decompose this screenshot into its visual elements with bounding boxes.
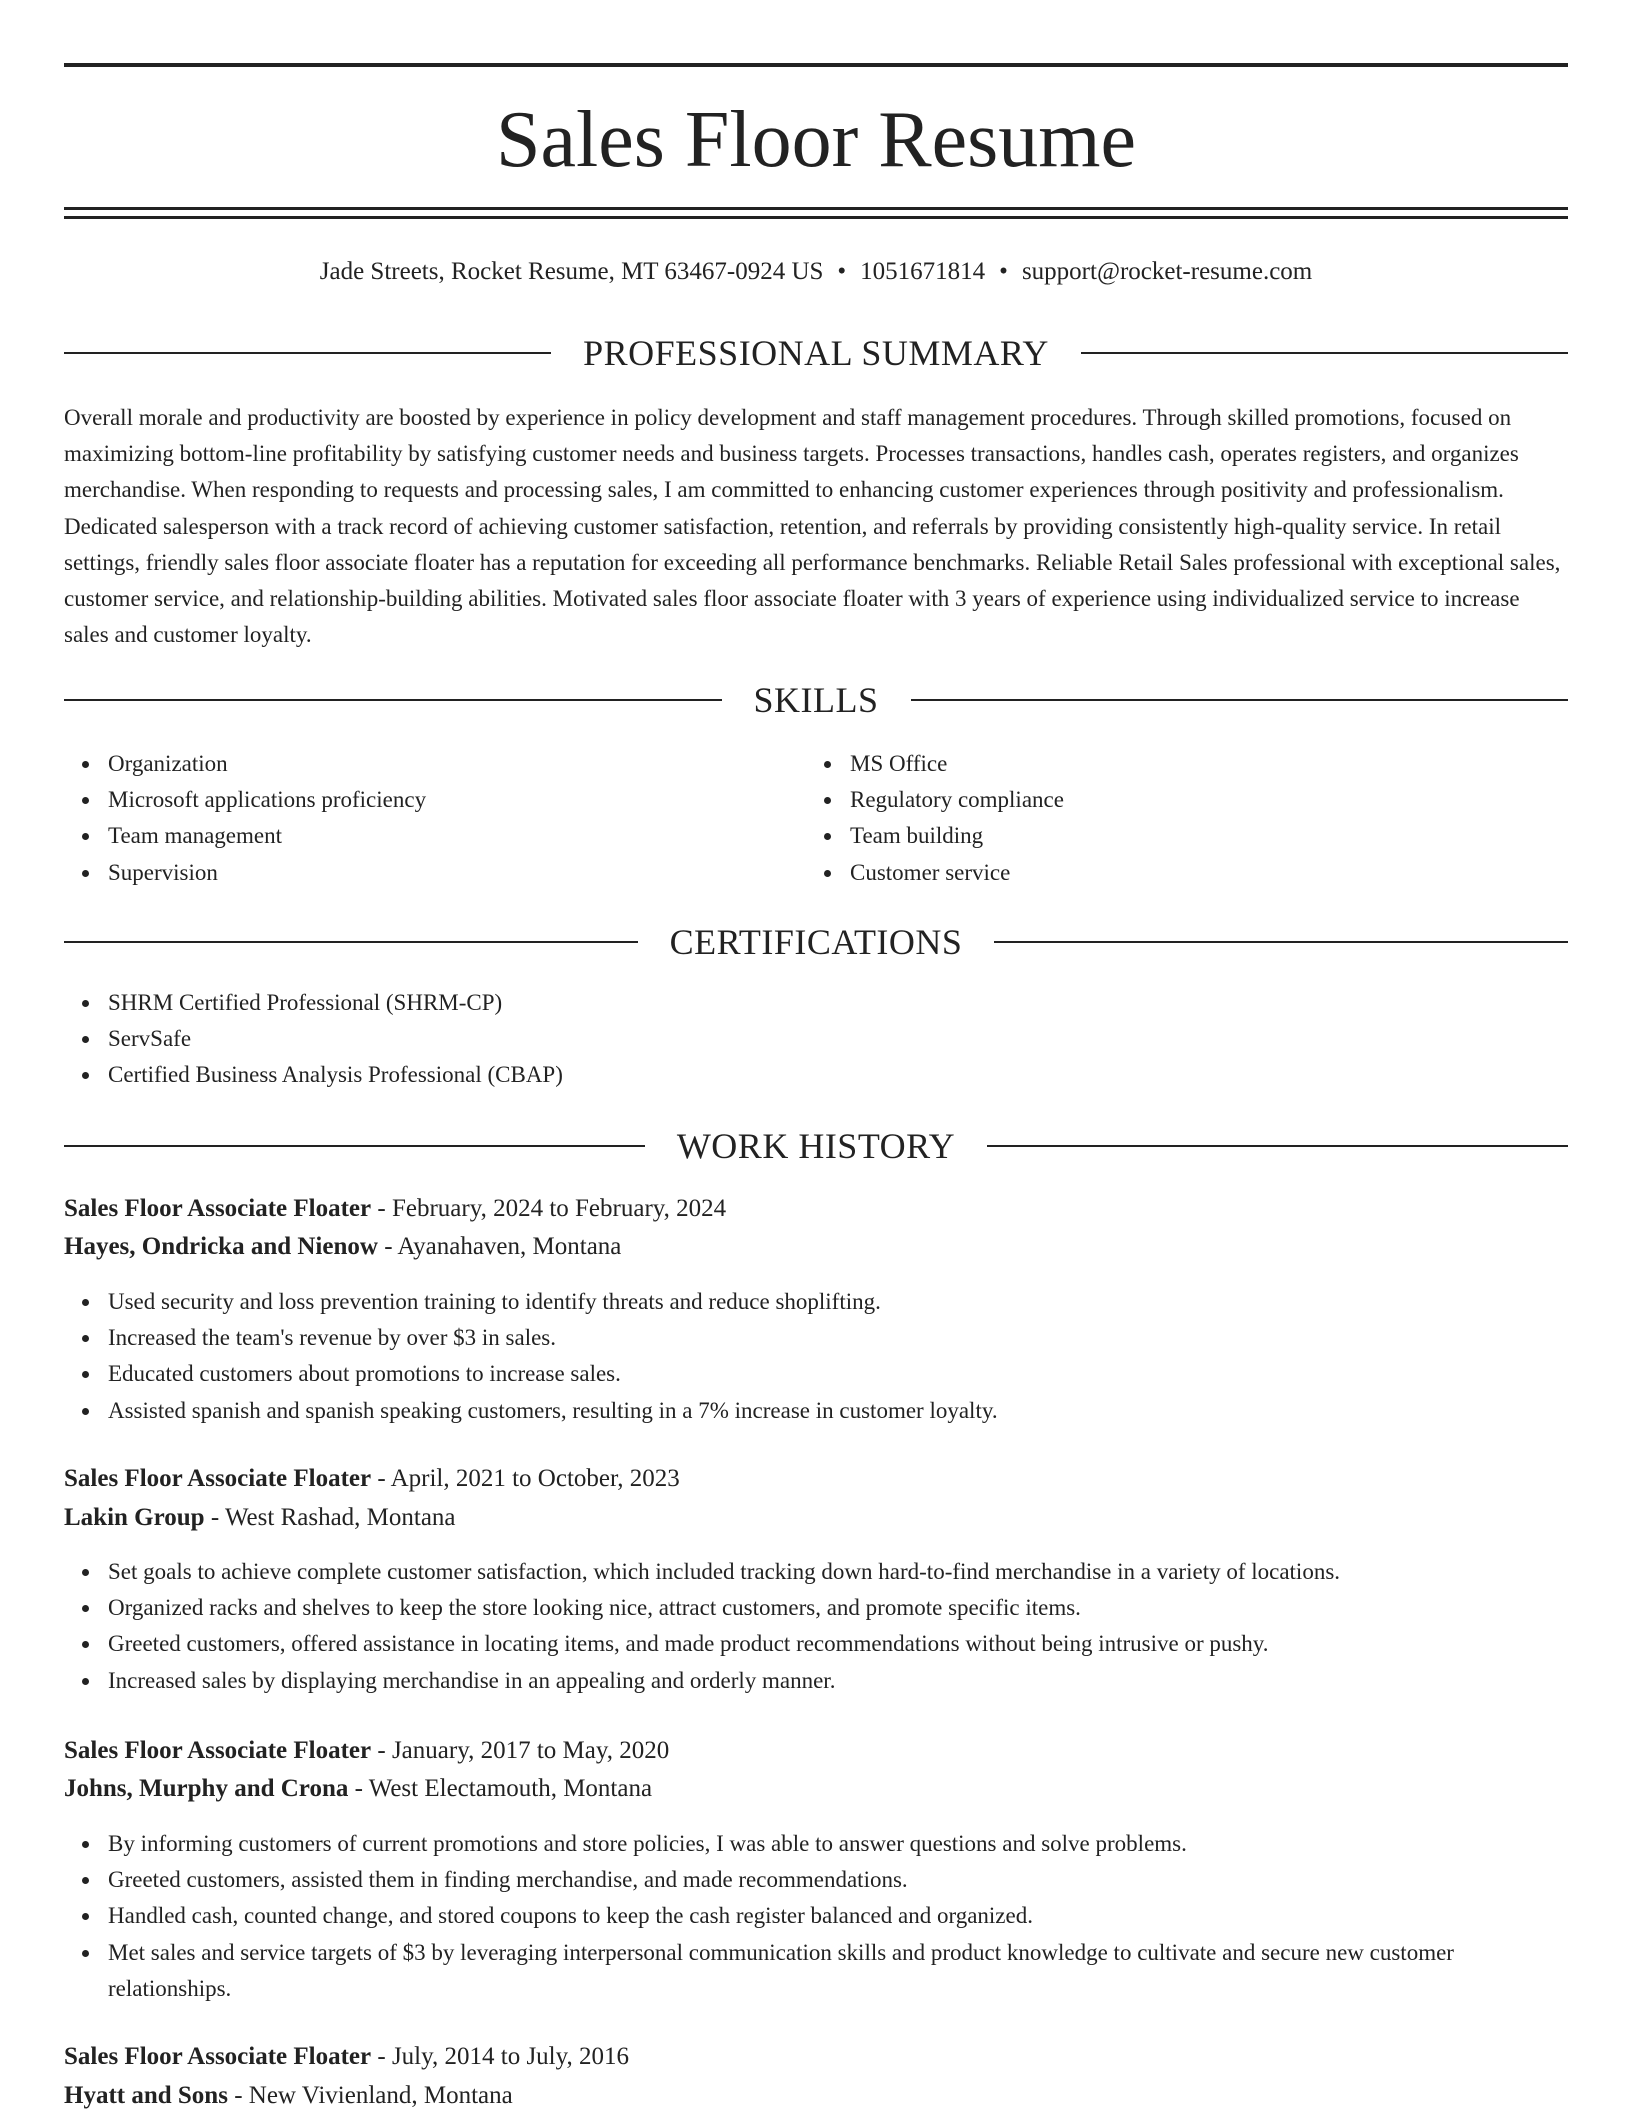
heading-rule-right <box>1081 352 1568 354</box>
resume-title: Sales Floor Resume <box>496 96 1136 184</box>
job-company-line <box>64 1228 1568 1266</box>
heading-rule-left <box>64 1145 645 1147</box>
skills-list-left <box>64 746 808 891</box>
job-bullet: Assisted spanish and spanish speaking customers, resulting in a 7% increase in customer loyalty. <box>108 1393 1568 1429</box>
job-bullets <box>64 1826 1548 2007</box>
job-bullet: Met sales and service targets of $3 by leveraging interpersonal communication skills and product knowledge to cultivate and secure new customer relationships. <box>108 1935 1548 2007</box>
header-double-rule-upper <box>64 207 1568 210</box>
job-company: Lakin Group <box>64 1504 205 1531</box>
job-dates: - February, 2024 to February, 2024 <box>371 1195 727 1222</box>
job-bullet: By informing customers of current promotions and store policies, I was able to answer questions and solve problems. <box>108 1826 1548 1862</box>
skill-item: Team management <box>108 818 808 854</box>
job-title-line <box>64 1460 1568 1498</box>
job-dates: - January, 2017 to May, 2020 <box>371 1737 670 1764</box>
job-bullets <box>64 1554 1568 1699</box>
job-title-line <box>64 1190 1568 1228</box>
contact-email: support@rocket-resume.com <box>1021 258 1313 285</box>
job-company-line <box>64 2077 1568 2115</box>
skills-heading-row <box>64 676 1568 724</box>
job-company-line <box>64 1770 1568 1808</box>
heading-rule-left <box>64 941 638 943</box>
job-company: Johns, Murphy and Crona <box>64 1775 349 1802</box>
summary-text: Overall morale and productivity are boosted by experience in policy development and staff management procedures. Through skilled promotions, focused on maximizing bottom-line profitability by satisfying customer needs and business targets. Processes transactions, handles cash, operates registers, and organizes merchandise. When responding to requests and processing sales, I am committed to enhancing customer experiences through positivity and professionalism. Dedicated salesperson with a track record of achieving customer satisfaction, retention, and referrals by providing consistently high-quality service. In retail settings, friendly sales floor associate floater has a reputation for exceeding all performance benchmarks. Reliable Retail Sales professional with exceptional sales, customer service, and relationship-building abilities. Motivated sales floor associate floater with 3 years of experience using individualized service to increase sales and customer loyalty. <box>64 405 1561 648</box>
header-double-rule-lower <box>64 216 1568 219</box>
job-company-line <box>64 1499 1568 1537</box>
heading-rule-left <box>64 352 551 354</box>
job-bullet: Handled cash, counted change, and stored coupons to keep the cash register balanced and organized. <box>108 1898 1548 1934</box>
contact-address: Jade Streets, Rocket Resume, MT 63467-0924 US <box>319 258 824 285</box>
job-company: Hyatt and Sons <box>64 2082 228 2109</box>
job-location: - New Vivienland, Montana <box>227 2082 513 2109</box>
job-title-line <box>64 2038 1568 2076</box>
summary-heading-row <box>64 329 1568 377</box>
job-bullet: Used security and loss prevention training to identify threats and reduce shoplifting. <box>108 1284 1568 1320</box>
skill-item: MS Office <box>850 746 1550 782</box>
job-dates: - April, 2021 to October, 2023 <box>371 1465 680 1492</box>
certification-item: Certified Business Analysis Professional (CBAP) <box>108 1057 1568 1093</box>
header-top-rule <box>64 63 1568 67</box>
skills-heading: SKILLS <box>753 680 879 720</box>
certification-item: ServSafe <box>108 1021 1568 1057</box>
job-location: - West Electamouth, Montana <box>348 1775 653 1802</box>
job-title-line <box>64 1732 1568 1770</box>
job-bullet: Increased sales by displaying merchandise in an appealing and orderly manner. <box>108 1663 1568 1699</box>
contact-separator: • <box>837 258 847 285</box>
contact-phone: 1051671814 <box>860 258 986 285</box>
certifications-list <box>64 985 1568 1094</box>
work-history-heading-row <box>64 1122 1568 1170</box>
job-bullet: Set goals to achieve complete customer satisfaction, which included tracking down hard-to-find merchandise in a variety of locations. <box>108 1554 1568 1590</box>
skill-item: Team building <box>850 818 1550 854</box>
skill-item: Supervision <box>108 855 808 891</box>
job-bullets <box>64 1284 1568 1429</box>
summary-heading: PROFESSIONAL SUMMARY <box>583 333 1049 373</box>
heading-rule-right <box>911 699 1569 701</box>
job-title: Sales Floor Associate Floater <box>64 1737 372 1764</box>
certifications-heading: CERTIFICATIONS <box>669 922 963 962</box>
certification-item: SHRM Certified Professional (SHRM-CP) <box>108 985 1568 1021</box>
heading-rule-right <box>994 941 1568 943</box>
job-location: - Ayanahaven, Montana <box>377 1233 622 1260</box>
job-company: Hayes, Ondricka and Nienow <box>64 1233 378 1260</box>
job-bullet: Educated customers about promotions to increase sales. <box>108 1356 1568 1392</box>
job-location: - West Rashad, Montana <box>204 1504 456 1531</box>
job-bullet: Increased the team's revenue by over $3 in sales. <box>108 1320 1568 1356</box>
skill-item: Microsoft applications proficiency <box>108 782 808 818</box>
heading-rule-left <box>64 699 722 701</box>
skill-item: Organization <box>108 746 808 782</box>
job-title: Sales Floor Associate Floater <box>64 2043 372 2070</box>
skill-item: Customer service <box>850 855 1550 891</box>
job-title: Sales Floor Associate Floater <box>64 1195 372 1222</box>
work-history-heading: WORK HISTORY <box>676 1126 956 1166</box>
contact-line <box>64 254 1568 290</box>
heading-rule-right <box>987 1145 1568 1147</box>
job-dates: - July, 2014 to July, 2016 <box>371 2043 629 2070</box>
certifications-heading-row <box>64 918 1568 966</box>
skills-list-right <box>806 746 1550 891</box>
job-bullet: Greeted customers, assisted them in finding merchandise, and made recommendations. <box>108 1862 1548 1898</box>
job-title: Sales Floor Associate Floater <box>64 1465 372 1492</box>
job-bullet: Greeted customers, offered assistance in locating items, and made product recommendations without being intrusive or pushy. <box>108 1626 1568 1662</box>
job-bullet: Organized racks and shelves to keep the store looking nice, attract customers, and promote specific items. <box>108 1590 1568 1626</box>
contact-separator: • <box>999 258 1008 285</box>
skill-item: Regulatory compliance <box>850 782 1550 818</box>
